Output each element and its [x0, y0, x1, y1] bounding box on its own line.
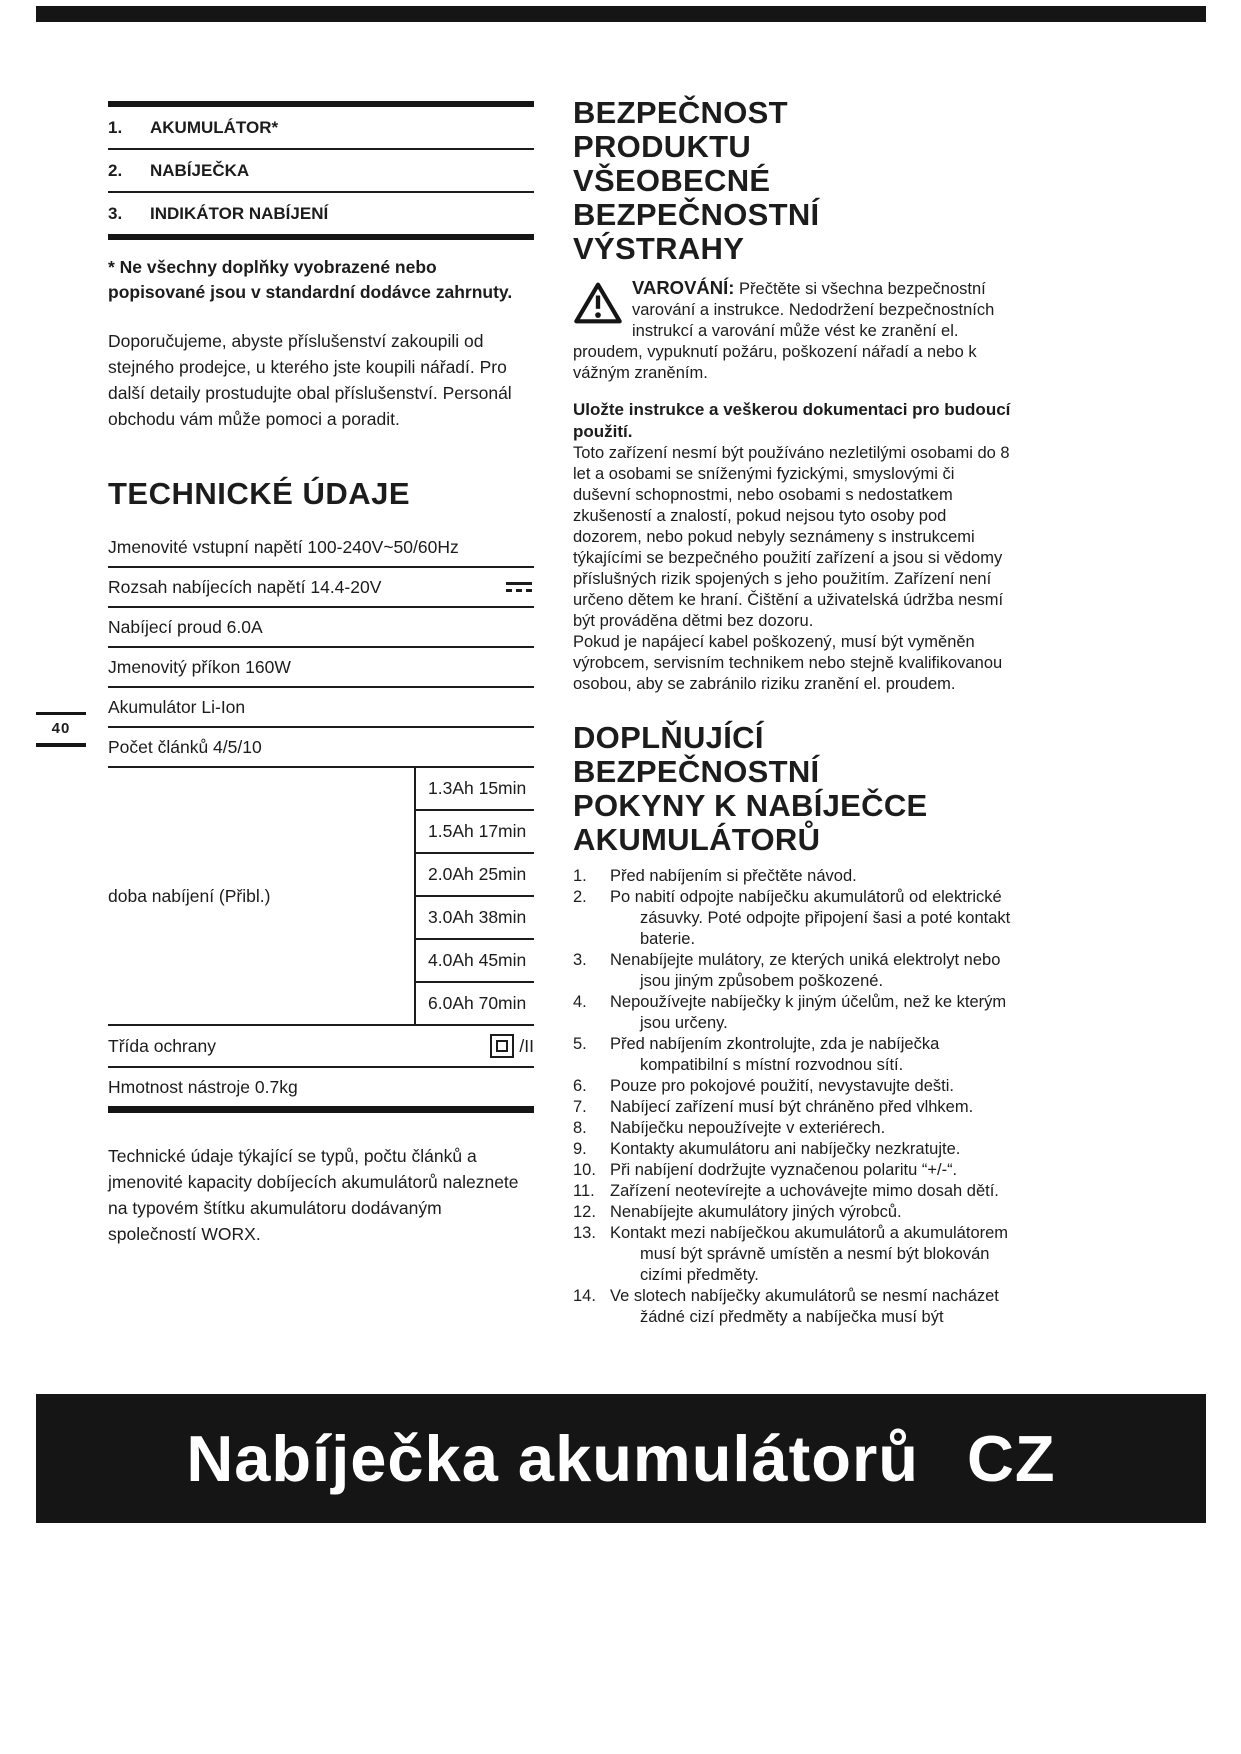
- table-cell: Akumulátor Li-Ion: [108, 696, 246, 717]
- list-item-number: 3.: [573, 951, 587, 969]
- contents-item-number: 1.: [108, 118, 123, 137]
- list-item-text: Nenabíjejte mulátory, ze kterých uniká elektrolyt nebo jsou jiným způsobem poškozené.: [610, 951, 1001, 990]
- list-item-number: 11.: [573, 1182, 595, 1200]
- table-cell: Počet článků 4/5/10: [108, 736, 262, 757]
- list-item: [573, 950, 1013, 992]
- list-item-text: Kontakt mezi nabíječkou akumulátorů a akumulátorem musí být správně umístěn a nesmí být blokován cizími předměty.: [610, 1224, 1009, 1284]
- protection-class-text: /II: [519, 1035, 534, 1056]
- list-item: [573, 1118, 1013, 1139]
- table-cell: Hmotnost nástroje 0.7kg: [108, 1076, 298, 1097]
- list-item-number: 4.: [573, 993, 587, 1011]
- charge-time-row: 1.5Ah 17min: [416, 811, 534, 854]
- list-item: [573, 1286, 1013, 1328]
- list-item-text: Při nabíjení dodržujte vyznačenou polaritu “+/-“.: [610, 1161, 958, 1179]
- table-cell: Jmenovitý příkon 160W: [108, 656, 291, 677]
- list-item-text: Nabíjecí zařízení musí být chráněno před vlhkem.: [610, 1098, 974, 1116]
- charge-time-row: 2.0Ah 25min: [416, 854, 534, 897]
- table-cell: Třída ochrany: [108, 1035, 216, 1056]
- contents-list: [108, 101, 534, 240]
- charge-time-label: doba nabíjení (Přibl.): [108, 885, 271, 906]
- list-item-number: 7.: [573, 1098, 587, 1116]
- charge-time-values: [414, 768, 534, 1024]
- charger-safety-heading: [573, 721, 1013, 857]
- list-item-text: Ve slotech nabíječky akumulátorů se nesmí nacházet žádné cizí předměty a nabíječka musí být: [610, 1287, 999, 1326]
- charge-time-row: 6.0Ah 70min: [428, 993, 527, 1013]
- warning-label: VAROVÁNÍ:: [632, 277, 735, 298]
- list-item-number: 8.: [573, 1119, 587, 1137]
- list-item-number: 2.: [573, 888, 587, 906]
- table-row-charge-current: [108, 608, 534, 648]
- table-row-cell-count: [108, 728, 534, 768]
- list-item-text: Pouze pro pokojové použití, nevystavujte dešti.: [610, 1077, 954, 1095]
- footer-banner: [36, 1394, 1206, 1523]
- list-item: [573, 1034, 1013, 1076]
- tech-table: [108, 528, 534, 1113]
- charger-safety-list: [573, 866, 1013, 1328]
- left-column: [108, 101, 534, 1247]
- warning-text: Přečtěte si všechna bezpečnostní varování a instrukce. Nedodržení bezpečnostních instrukcí a varování může vést ke zranění el. proudem, vypuknutí požáru, poškození nářadí a nebo k vážným zraněním.: [573, 280, 995, 382]
- weight-row: [108, 1068, 534, 1113]
- table-row-rated-power: [108, 648, 534, 688]
- list-item: [573, 866, 1013, 887]
- purchase-advice: Doporučujeme, abyste příslušenství zakoupili od stejného prodejce, u kterého jste koupili nářadí. Pro další detaily prostudujte obal příslušenství. Personál obchodu vám může pomoci a poradit.: [108, 331, 512, 429]
- protection-class-value: [490, 1034, 534, 1058]
- list-item-number: 13.: [573, 1224, 596, 1242]
- list-item-number: 9.: [573, 1140, 587, 1158]
- charger-safety-heading-line: DOPLŇUJÍCÍ: [573, 720, 764, 755]
- accessories-note: * Ne všechny doplňky vyobrazené nebo popisované jsou v standardní dodávce zahrnuty.: [108, 257, 513, 302]
- tech-note: Technické údaje týkající se typů, počtu článků a jmenovité kapacity dobíjecích akumulátorů naleznete na typovém štítku akumulátoru dodávaným společností WORX.: [108, 1146, 519, 1244]
- warning-block: [573, 277, 1013, 384]
- contents-item-number: 3.: [108, 204, 123, 223]
- safety-body-2: Pokud je napájecí kabel poškozený, musí být vyměněn výrobcem, servisním technikem nebo stejně kvalifikovanou osobou, aby se zabránilo riziku zranění el. proudem.: [573, 633, 1003, 693]
- list-item-text: Kontakty akumulátoru ani nabíječky nezkratujte.: [610, 1140, 961, 1158]
- protection-class-row: [108, 1026, 534, 1068]
- list-item: [573, 887, 1013, 950]
- table-row-battery-type: [108, 688, 534, 728]
- list-item-number: 12.: [573, 1203, 596, 1221]
- contents-item-number: 2.: [108, 161, 123, 180]
- list-item-number: 5.: [573, 1035, 587, 1053]
- table-row-input-voltage: [108, 528, 534, 568]
- contents-item: [108, 150, 534, 193]
- list-item: [573, 1160, 1013, 1181]
- charge-time-row: 1.3Ah 15min: [416, 768, 534, 811]
- charger-safety-heading-line: BEZPEČNOSTNÍ: [573, 754, 820, 789]
- contents-item-label: INDIKÁTOR NABÍJENÍ: [150, 204, 329, 223]
- keep-instructions-heading: Uložte instrukce a veškerou dokumentaci pro budoucí použití.: [573, 400, 1011, 441]
- safety-heading: [573, 96, 1013, 266]
- list-item-number: 6.: [573, 1077, 587, 1095]
- list-item-text: Po nabití odpojte nabíječku akumulátorů od elektrické zásuvky. Poté odpojte připojení šasi a poté kontakt baterie.: [610, 888, 1011, 948]
- list-item-text: Nabíječku nepoužívejte v exteriérech.: [610, 1119, 886, 1137]
- safety-body-1: Toto zařízení nesmí být používáno nezletilými osobami do 8 let a osobami se sníženými fyzickými, smyslovými či duševní schopnostmi, nebo osobami s nedostatkem zkušeností a znalostí, pokud nejsou tyto osoby pod dozorem, nebo pokud nebyly seznámeny s instrukcemi týkajícími se bezpečného použití zařízení a jsou si vědomy příslušných rizik spojených s jeho použitím. Zařízení není určeno dětem ke hraní. Čištění a uživatelská údržba nesmí být prováděna dětmi bez dozoru.: [573, 444, 1010, 630]
- safety-heading-line: BEZPEČNOSTNÍ: [573, 197, 820, 232]
- list-item: [573, 1181, 1013, 1202]
- list-item: [573, 1076, 1013, 1097]
- charge-time-block: [108, 768, 534, 1026]
- dc-symbol-icon: [506, 582, 532, 592]
- list-item-text: Zařízení neotevírejte a uchovávejte mimo dosah dětí.: [610, 1182, 999, 1200]
- contents-item: [108, 107, 534, 150]
- table-row-charge-voltage: [108, 568, 534, 608]
- list-item-number: 10.: [573, 1161, 596, 1179]
- contents-item: [108, 193, 534, 234]
- table-cell: Nabíjecí proud 6.0A: [108, 616, 263, 637]
- warning-triangle-icon: [573, 281, 623, 325]
- contents-item-label: NABÍJEČKA: [150, 161, 250, 180]
- list-item: [573, 1202, 1013, 1223]
- list-item-text: Před nabíjením zkontrolujte, zda je nabíječka kompatibilní s místní rozvodnou sítí.: [610, 1035, 940, 1074]
- list-item: [573, 1223, 1013, 1286]
- table-cell: Rozsah nabíjecích napětí 14.4-20V: [108, 576, 382, 597]
- safety-heading-line: VŠEOBECNÉ: [573, 163, 771, 198]
- list-item-number: 1.: [573, 867, 587, 885]
- right-column: [573, 96, 1013, 1328]
- class-ii-icon: [490, 1034, 514, 1058]
- contents-item-label: AKUMULÁTOR*: [150, 118, 279, 137]
- charge-time-row: 3.0Ah 38min: [416, 897, 534, 940]
- charger-safety-heading-line: POKYNY K NABÍJEČCE: [573, 788, 928, 823]
- list-item-number: 14.: [573, 1287, 596, 1305]
- tech-data-heading: TECHNICKÉ ÚDAJE: [108, 476, 411, 511]
- table-cell: Jmenovité vstupní napětí 100-240V~50/60Hz: [108, 536, 459, 557]
- footer-language-code: CZ: [966, 1422, 1056, 1495]
- safety-heading-line: VÝSTRAHY: [573, 231, 745, 266]
- list-item-text: Nenabíjejte akumulátory jiných výrobců.: [610, 1203, 902, 1221]
- list-item: [573, 1097, 1013, 1118]
- list-item-text: Před nabíjením si přečtěte návod.: [610, 867, 857, 885]
- footer-title: Nabíječka akumulátorů: [186, 1422, 919, 1495]
- safety-heading-line: PRODUKTU: [573, 129, 752, 164]
- list-item-text: Nepoužívejte nabíječky k jiným účelům, než ke kterým jsou určeny.: [610, 993, 1007, 1032]
- safety-heading-line: BEZPEČNOST: [573, 95, 788, 130]
- charger-safety-heading-line: AKUMULÁTORŮ: [573, 822, 821, 857]
- top-rule: [36, 6, 1206, 22]
- list-item: [573, 992, 1013, 1034]
- charge-time-row: 4.0Ah 45min: [416, 940, 534, 983]
- list-item: [573, 1139, 1013, 1160]
- page-number: 40: [36, 712, 86, 747]
